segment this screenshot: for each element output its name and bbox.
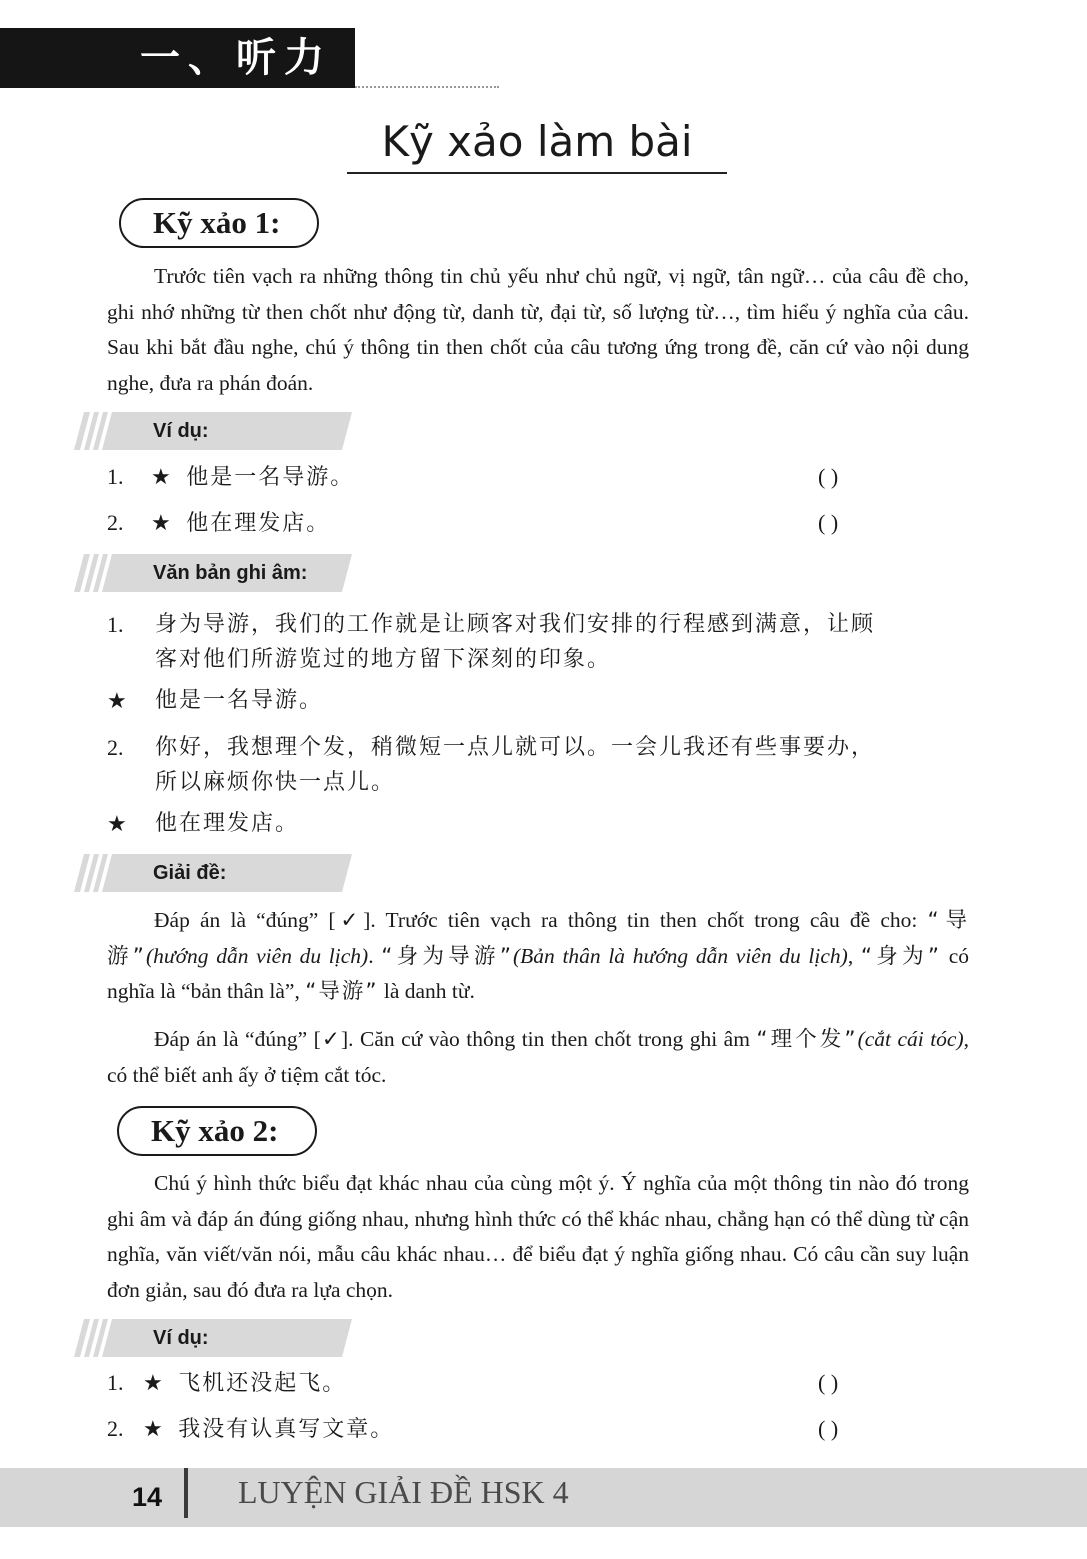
example-text: 我没有认真写文章。: [178, 1417, 395, 1442]
stripe-bar-graphic: [74, 412, 352, 450]
answer-blank[interactable]: ( ): [818, 1370, 839, 1395]
solution-label: Giải đề:: [153, 862, 227, 884]
transcript-marker: 2.: [107, 735, 124, 760]
book-title: LUYỆN GIẢI ĐỀ HSK 4: [238, 1474, 569, 1510]
item-number: 1.: [107, 1370, 124, 1395]
solution-label-bar: [74, 854, 352, 892]
transcript-line: 客对他们所游览过的地方留下深刻的印象。: [155, 647, 612, 672]
transcript-label: Văn bản ghi âm:: [153, 562, 308, 584]
transcript-statement: 他是一名导游。: [155, 688, 324, 713]
transcript-label-bar: [74, 554, 352, 592]
example-label-bar: [74, 1319, 352, 1357]
example-item: [107, 1414, 394, 1445]
section-tab: 一、听力: [0, 28, 355, 88]
item-number: 2.: [107, 1416, 124, 1441]
technique-2-paragraph: Chú ý hình thức biểu đạt khác nhau của cùng một ý. Ý nghĩa của một thông tin nào đó trong ghi âm và đáp án đúng giống nhau, nhưng hình thức có thể khác nhau, chẳng hạn có thể dùng từ cận nghĩa, văn viết/văn nói, mẫu câu khác nhau… để biểu đạt ý nghĩa giống nhau. Có câu cần suy luận đơn giản, sau đó đưa ra lựa chọn.: [107, 1171, 969, 1302]
star-icon: ★: [143, 1370, 163, 1395]
star-icon: ★: [143, 1416, 163, 1441]
star-icon: ★: [107, 688, 127, 713]
technique-2-heading: Kỹ xảo 2:: [117, 1106, 317, 1156]
star-icon: ★: [151, 464, 171, 489]
example-label-bar: [74, 412, 352, 450]
answer-blank[interactable]: ( ): [818, 510, 839, 535]
header-dotted-rule: [355, 86, 499, 88]
example-label: Ví dụ:: [153, 1327, 209, 1349]
footer-divider: [184, 1468, 188, 1518]
example-text: 他在理发店。: [186, 511, 331, 536]
example-item: [107, 462, 354, 493]
example-text: 他是一名导游。: [186, 465, 355, 490]
answer-blank[interactable]: ( ): [818, 1416, 839, 1441]
page-number: 14: [132, 1482, 163, 1512]
solution-paragraph-2: Đáp án là “đúng” [✓]. Căn cứ vào thông tin then chốt trong ghi âm “理个发”(cắt cái tóc), có thể biết anh ấy ở tiệm cắt tóc.: [107, 1027, 969, 1087]
transcript-line: 身为导游，我们的工作就是让顾客对我们安排的行程感到满意，让顾: [155, 612, 876, 637]
example-item: [107, 508, 330, 539]
stripe-bar-graphic: [74, 1319, 352, 1357]
title-underline: [347, 172, 727, 174]
example-text: 飞机还没起飞。: [178, 1371, 347, 1396]
transcript-marker: 1.: [107, 612, 124, 637]
transcript-statement: 他在理发店。: [155, 811, 300, 836]
technique-1-heading: Kỹ xảo 1:: [119, 198, 319, 248]
example-label: Ví dụ:: [153, 420, 209, 442]
transcript-line: 所以麻烦你快一点儿。: [155, 770, 396, 795]
transcript-line: 你好，我想理个发，稍微短一点儿就可以。一会儿我还有些事要办，: [155, 735, 876, 760]
answer-blank[interactable]: ( ): [818, 464, 839, 489]
page-title: Kỹ xảo làm bài: [381, 117, 693, 166]
solution-paragraph-1: Đáp án là “đúng” [✓]. Trước tiên vạch ra thông tin then chốt trong câu đề cho: “导游”(hướng dẫn viên du lịch). “身为导游”(Bản thân là hướng dẫn viên du lịch), “身为” có nghĩa là “bản thân là”, “导游” là danh từ.: [107, 908, 970, 1004]
star-icon: ★: [151, 510, 171, 535]
technique-1-paragraph: Trước tiên vạch ra những thông tin chủ yếu như chủ ngữ, vị ngữ, tân ngữ… của câu đề cho, ghi nhớ những từ then chốt như động từ, danh từ, đại từ, số lượng từ…, tìm hiểu ý nghĩa của câu. Sau khi bắt đầu nghe, chú ý thông tin then chốt của câu tương ứng trong đề, căn cứ vào nội dung nghe, đưa ra phán đoán.: [107, 264, 969, 395]
item-number: 1.: [107, 464, 124, 489]
star-icon: ★: [107, 811, 127, 836]
item-number: 2.: [107, 510, 124, 535]
example-item: [107, 1368, 346, 1399]
